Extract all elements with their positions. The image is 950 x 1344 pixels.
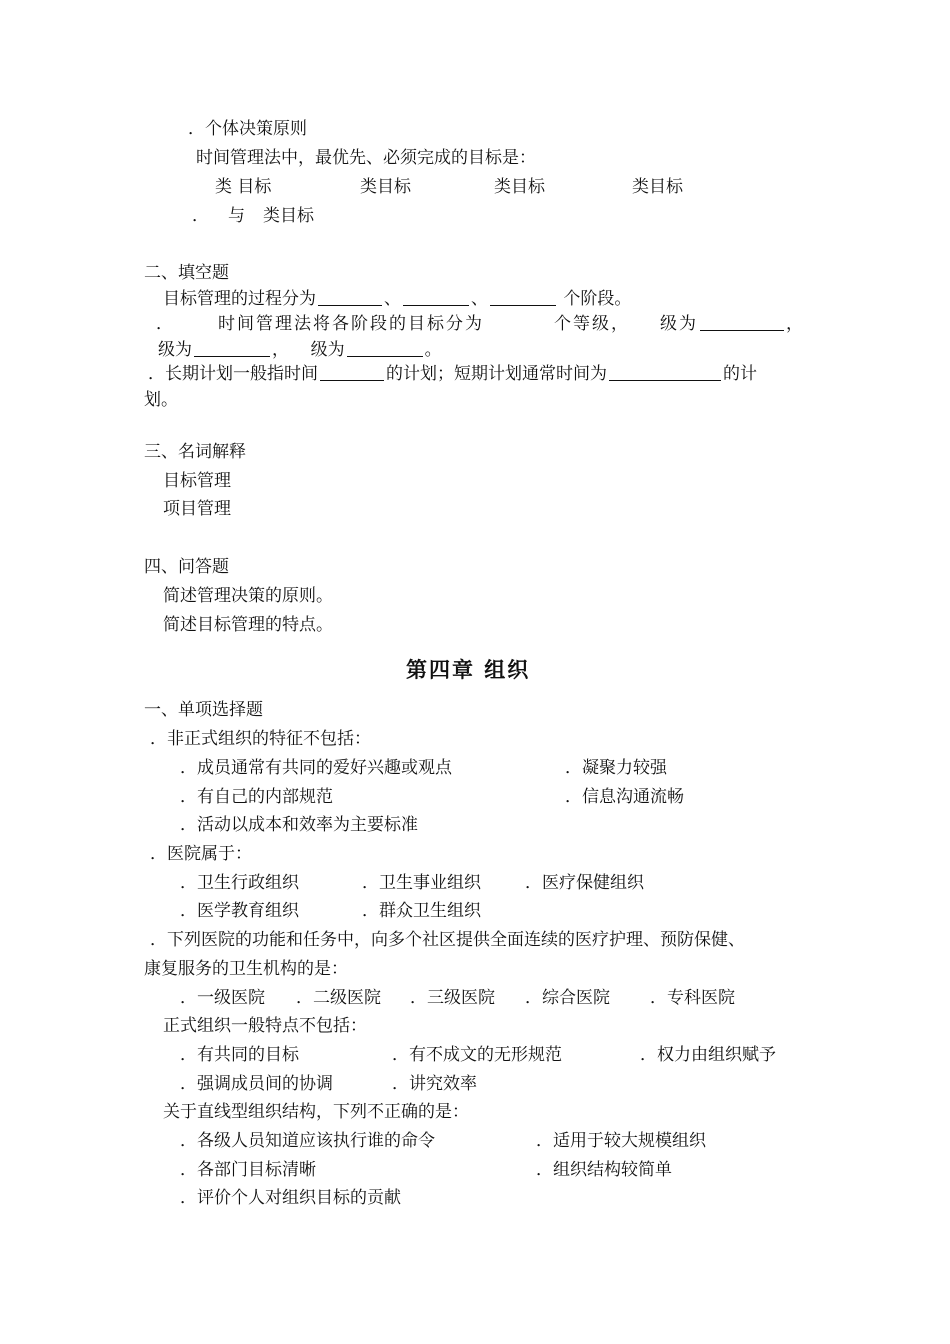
option: ．三级医院 bbox=[410, 988, 495, 1008]
term-item: 项目管理 bbox=[163, 499, 231, 519]
option: ．活动以成本和效率为主要标准 bbox=[180, 815, 418, 835]
option-a: 类 目标 bbox=[215, 177, 272, 197]
question-2: ．医院属于： bbox=[150, 844, 252, 864]
option-d: ．个体决策原则 bbox=[188, 119, 307, 139]
fill-q3-wrap: 划。 bbox=[144, 390, 178, 410]
fill-q2-level-label bbox=[660, 314, 805, 334]
fill-q2-dot: ． bbox=[156, 314, 173, 334]
option: ．二级医院 bbox=[296, 988, 381, 1008]
option-c: 类目标 bbox=[494, 177, 545, 197]
option-e-dot: ． bbox=[192, 206, 209, 226]
fill-q2-line2 bbox=[158, 340, 442, 360]
section-heading-fill: 二、填空题 bbox=[144, 263, 229, 283]
blank-1[interactable] bbox=[318, 289, 382, 306]
fill-q3-text: ．长期计划一般指时间 bbox=[148, 364, 318, 384]
fill-q2-levels: 个等级， bbox=[554, 314, 630, 334]
fill-question-3 bbox=[148, 364, 757, 384]
comma: ， bbox=[786, 314, 805, 334]
blank-7[interactable] bbox=[320, 364, 384, 381]
question-1: ．非正式组织的特征不包括： bbox=[150, 729, 371, 749]
chapter-title: 第四章 组织 bbox=[406, 657, 531, 682]
fill-q2-text: 时间管理法将各阶段的目标分为 bbox=[218, 314, 484, 334]
option: ．卫生事业组织 bbox=[362, 873, 481, 893]
option: ．一级医院 bbox=[180, 988, 265, 1008]
qa-item: 简述目标管理的特点。 bbox=[163, 615, 333, 635]
term-item: 目标管理 bbox=[163, 471, 231, 491]
section-heading-single: 一、单项选择题 bbox=[144, 700, 263, 720]
option: ．评价个人对组织目标的贡献 bbox=[180, 1188, 401, 1208]
level-label: 级为 bbox=[158, 340, 192, 360]
question-4: 正式组织一般特点不包括： bbox=[163, 1016, 367, 1036]
option-d2: 类目标 bbox=[632, 177, 683, 197]
option: ．综合医院 bbox=[525, 988, 610, 1008]
question-time-management: 时间管理法中，最优先、必须完成的目标是： bbox=[196, 148, 536, 168]
period: 。 bbox=[424, 340, 442, 360]
option: ．凝聚力较强 bbox=[565, 758, 667, 778]
comma: ， bbox=[272, 340, 289, 360]
option: ．卫生行政组织 bbox=[180, 873, 299, 893]
option: ．成员通常有共同的爱好兴趣或观点 bbox=[180, 758, 452, 778]
section-heading-qa: 四、问答题 bbox=[144, 557, 229, 577]
level-label: 级为 bbox=[660, 314, 698, 334]
section-heading-terms: 三、名词解释 bbox=[144, 442, 246, 462]
option: ．医疗保健组织 bbox=[525, 873, 644, 893]
option: ．专科医院 bbox=[650, 988, 735, 1008]
option: ．各部门目标清晰 bbox=[180, 1160, 316, 1180]
option: ．有不成文的无形规范 bbox=[392, 1045, 562, 1065]
level-label: 级为 bbox=[310, 340, 345, 360]
option: ．各级人员知道应该执行谁的命令 bbox=[180, 1131, 435, 1151]
option: ．有共同的目标 bbox=[180, 1045, 299, 1065]
qa-item: 简述管理决策的原则。 bbox=[163, 586, 333, 606]
fill-q1-end: 个阶段。 bbox=[563, 289, 632, 309]
option-e-label: 类目标 bbox=[263, 206, 314, 226]
blank-4[interactable] bbox=[700, 314, 784, 331]
question-5: 关于直线型组织结构，下列不正确的是： bbox=[163, 1102, 469, 1122]
question-3-wrap: 康复服务的卫生机构的是： bbox=[144, 959, 348, 979]
blank-2[interactable] bbox=[403, 289, 469, 306]
option: ．适用于较大规模组织 bbox=[536, 1131, 706, 1151]
option: ．医学教育组织 bbox=[180, 901, 299, 921]
fill-question-1 bbox=[163, 289, 631, 309]
option: ．有自己的内部规范 bbox=[180, 787, 333, 807]
option: ．权力由组织赋予 bbox=[640, 1045, 776, 1065]
separator: 、 bbox=[384, 289, 401, 309]
option-b: 类目标 bbox=[360, 177, 411, 197]
blank-8[interactable] bbox=[609, 364, 721, 381]
option: ．组织结构较简单 bbox=[536, 1160, 672, 1180]
blank-5[interactable] bbox=[194, 340, 270, 357]
fill-q1-text: 目标管理的过程分为 bbox=[163, 289, 316, 309]
question-3: ．下列医院的功能和任务中，向多个社区提供全面连续的医疗护理、预防保健、 bbox=[150, 930, 745, 950]
separator: 、 bbox=[471, 289, 488, 309]
option: ．信息沟通流畅 bbox=[565, 787, 684, 807]
blank-6[interactable] bbox=[347, 340, 423, 357]
option: ．群众卫生组织 bbox=[362, 901, 481, 921]
option-e-and: 与 bbox=[228, 206, 245, 226]
blank-3[interactable] bbox=[490, 289, 556, 306]
fill-q3-text-3: 的计 bbox=[723, 364, 757, 384]
option: ．强调成员间的协调 bbox=[180, 1074, 333, 1094]
fill-q3-text-2: 的计划；短期计划通常时间为 bbox=[386, 364, 607, 384]
option: ．讲究效率 bbox=[392, 1074, 477, 1094]
